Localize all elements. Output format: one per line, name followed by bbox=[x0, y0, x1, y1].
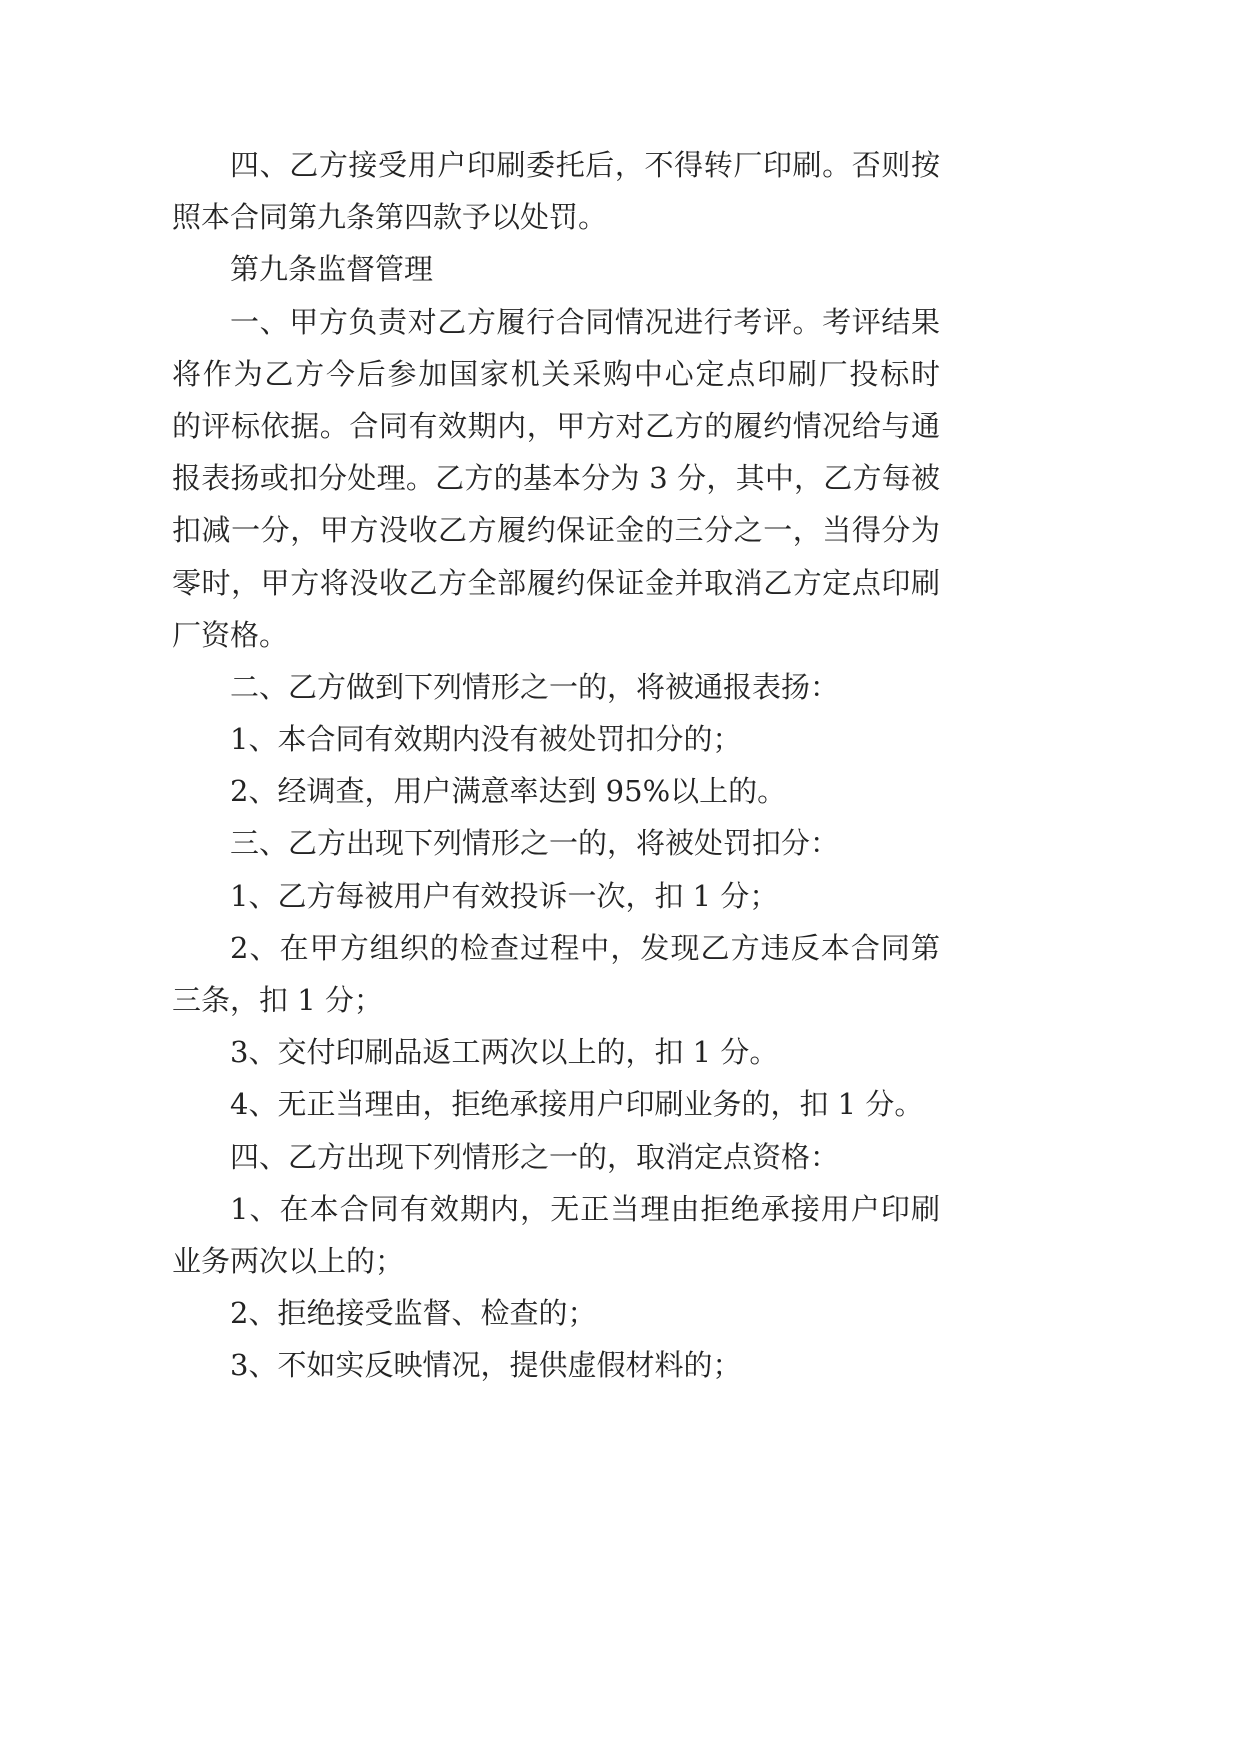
paragraph-line: 3、交付印刷品返工两次以上的，扣 1 分。 bbox=[230, 1035, 779, 1070]
paragraph-line: 二、乙方做到下列情形之一的，将被通报表扬： bbox=[230, 669, 840, 704]
paragraph-line: 报表扬或扣分处理。乙方的基本分为 3 分，其中，乙方每被 bbox=[172, 461, 940, 496]
paragraph-line: 将作为乙方今后参加国家机关采购中心定点印刷厂投标时 bbox=[172, 356, 940, 391]
list-item bbox=[172, 713, 940, 765]
paragraph-line: 三、乙方出现下列情形之一的，将被处罚扣分： bbox=[230, 826, 840, 861]
paragraph-line: 四、乙方接受用户印刷委托后，不得转厂印刷。否则按 bbox=[230, 148, 940, 182]
paragraph bbox=[172, 817, 940, 869]
paragraph-line: 3、不如实反映情况，提供虚假材料的； bbox=[230, 1348, 742, 1383]
list-item bbox=[172, 1287, 940, 1339]
paragraph bbox=[172, 661, 940, 713]
paragraph-line: 1、本合同有效期内没有被处罚扣分的； bbox=[230, 722, 742, 757]
paragraph bbox=[172, 1131, 940, 1183]
list-item bbox=[172, 1339, 940, 1391]
list-item bbox=[172, 1078, 940, 1130]
paragraph-line: 2、经调查，用户满意率达到 95%以上的。 bbox=[230, 774, 787, 809]
paragraph-line: 2、拒绝接受监督、检查的； bbox=[230, 1296, 597, 1331]
paragraph bbox=[172, 139, 940, 243]
paragraph-line: 厂资格。 bbox=[172, 617, 289, 652]
paragraph-line: 四、乙方出现下列情形之一的，取消定点资格： bbox=[230, 1139, 840, 1174]
list-item bbox=[172, 870, 940, 922]
paragraph-line: 一、甲方负责对乙方履行合同情况进行考评。考评结果 bbox=[230, 304, 940, 339]
paragraph-line: 照本合同第九条第四款予以处罚。 bbox=[172, 200, 608, 235]
list-item bbox=[172, 922, 940, 1026]
paragraph bbox=[172, 296, 940, 661]
paragraph-line: 1、乙方每被用户有效投诉一次，扣 1 分； bbox=[230, 878, 779, 913]
document-body bbox=[172, 139, 940, 1392]
paragraph-line: 4、无正当理由，拒绝承接用户印刷业务的，扣 1 分。 bbox=[230, 1087, 924, 1122]
section-title: 第九条监督管理 bbox=[230, 252, 434, 287]
paragraph-line: 零时，甲方将没收乙方全部履约保证金并取消乙方定点印刷 bbox=[172, 565, 940, 600]
paragraph-line: 2、在甲方组织的检查过程中，发现乙方违反本合同第 bbox=[230, 930, 940, 965]
paragraph-line: 1、在本合同有效期内，无正当理由拒绝承接用户印刷 bbox=[230, 1191, 940, 1226]
list-item bbox=[172, 1183, 940, 1287]
section-heading bbox=[172, 243, 940, 295]
paragraph-line: 业务两次以上的； bbox=[172, 1243, 405, 1278]
paragraph-line: 扣减一分，甲方没收乙方履约保证金的三分之一，当得分为 bbox=[172, 513, 940, 548]
paragraph-line: 的评标依据。合同有效期内，甲方对乙方的履约情况给与通 bbox=[172, 408, 940, 443]
list-item bbox=[172, 1026, 940, 1078]
paragraph-line: 三条，扣 1 分； bbox=[172, 983, 383, 1017]
list-item bbox=[172, 765, 940, 817]
